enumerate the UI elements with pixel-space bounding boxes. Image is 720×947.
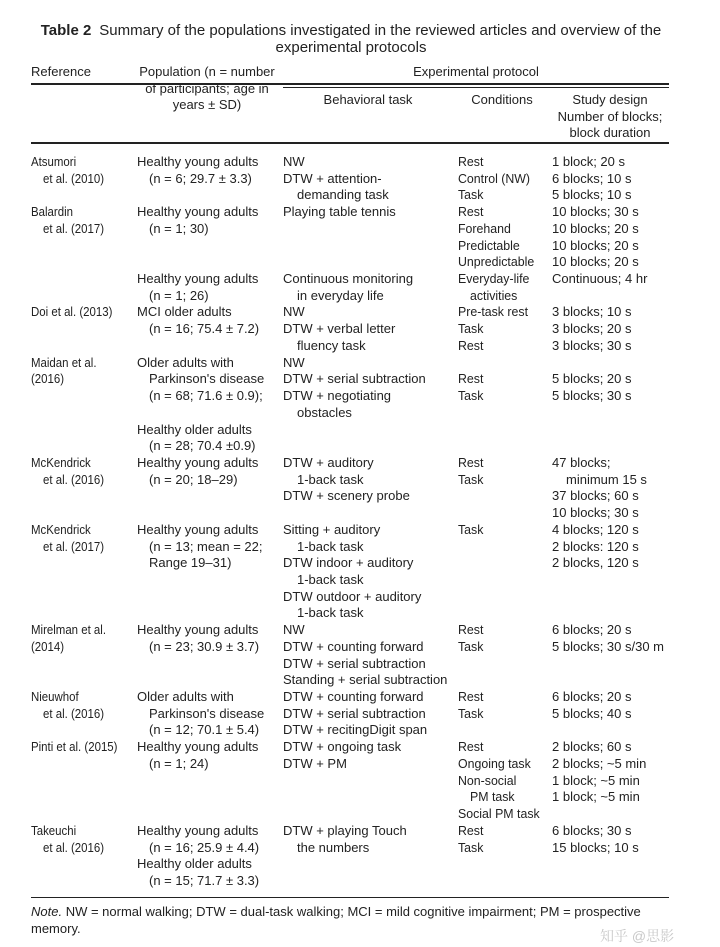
design-cell: minimum 15 s — [566, 471, 647, 487]
design-cell: 10 blocks; 20 s — [552, 254, 639, 270]
design-cell: 15 blocks; 10 s — [552, 839, 639, 855]
population-cell: (n = 23; 30.9 ± 3.7) — [149, 638, 260, 654]
conditions-cell: Rest — [458, 371, 484, 387]
design-cell: 1 block; ~5 min — [552, 789, 640, 805]
conditions-cell: Task — [458, 839, 484, 855]
task-cell: obstacles — [297, 404, 352, 420]
design-cell: 1 block; 20 s — [552, 154, 625, 169]
conditions-cell: Forehand — [458, 220, 511, 236]
design-cell: 2 blocks, 120 s — [552, 555, 639, 571]
conditions-cell: Rest — [458, 454, 484, 470]
task-cell: Playing table tennis — [283, 204, 396, 220]
population-cell: (n = 1; 30) — [149, 220, 209, 236]
task-cell: 1-back task — [297, 538, 364, 554]
design-cell: 6 blocks; 30 s — [552, 822, 632, 838]
note-label: Note. — [31, 904, 63, 919]
reference-cell: McKendrick — [31, 521, 91, 537]
population-cell: Healthy older adults — [137, 856, 252, 872]
task-cell: NW — [283, 622, 305, 638]
reference-cell: et al. (2017) — [43, 220, 105, 236]
task-cell: NW — [283, 354, 305, 370]
task-cell: 1-back task — [297, 471, 364, 487]
population-cell: Healthy young adults — [137, 739, 259, 755]
design-cell: 6 blocks; 20 s — [552, 622, 632, 638]
header-population-line: years ± SD) — [172, 97, 242, 113]
population-cell: Parkinson's disease — [149, 705, 265, 721]
population-cell: (n = 28; 70.4 ±0.9) — [149, 438, 256, 454]
design-cell: 6 blocks; 10 s — [552, 170, 632, 186]
population-cell: Range 19–31) — [149, 555, 232, 571]
conditions-cell: Everyday-life — [458, 271, 530, 287]
table-note — [31, 904, 691, 937]
population-cell: Older adults with — [137, 689, 234, 705]
table-caption: Summary of the populations investigated in the reviewed articles and overview of the experimental protocols — [99, 22, 662, 56]
conditions-cell: Rest — [458, 337, 484, 353]
design-cell: 10 blocks; 30 s — [552, 505, 639, 521]
population-cell: Healthy older adults — [137, 421, 252, 437]
population-cell: (n = 16; 75.4 ± 7.2) — [149, 321, 260, 337]
reference-cell: et al. (2016) — [43, 471, 105, 487]
reference-cell: et al. (2010) — [43, 170, 105, 186]
task-cell: DTW + recitingDigit span — [283, 722, 428, 738]
population-cell: (n = 20; 18–29) — [149, 471, 238, 487]
task-cell: the numbers — [297, 839, 370, 855]
design-cell: Continuous; 4 hr — [552, 271, 648, 287]
header-protocol: Experimental protocol — [413, 64, 539, 79]
reference-cell: (2016) — [31, 371, 65, 387]
design-cell: 1 block; ~5 min — [552, 772, 640, 788]
watermark: 知乎 @思影 — [600, 928, 675, 944]
population-cell: (n = 16; 25.9 ± 4.4) — [149, 839, 260, 855]
header-population — [137, 64, 277, 114]
reference-cell: Balardin — [31, 204, 73, 220]
task-cell: DTW + auditory — [283, 454, 374, 470]
task-cell: DTW + verbal letter — [283, 321, 396, 337]
population-cell: Healthy young adults — [137, 822, 259, 838]
conditions-cell: Rest — [458, 689, 484, 705]
design-cell: 4 blocks; 120 s — [552, 521, 639, 537]
population-cell: Healthy young adults — [137, 154, 259, 169]
header-reference: Reference — [31, 64, 91, 79]
task-cell: 1-back task — [297, 605, 364, 621]
task-cell: DTW + serial subtraction — [283, 371, 426, 387]
task-cell: 1-back task — [297, 572, 364, 587]
conditions-cell: Rest — [458, 154, 484, 169]
design-cell: 5 blocks; 10 s — [552, 187, 632, 203]
task-cell: DTW + counting forward — [283, 638, 424, 654]
design-cell: 2 blocks: 120 s — [552, 538, 639, 554]
task-cell: fluency task — [297, 337, 366, 353]
population-cell: Healthy young adults — [137, 521, 259, 537]
reference-cell: et al. (2017) — [43, 538, 105, 554]
population-cell: (n = 68; 71.6 ± 0.9); — [149, 388, 263, 404]
reference-cell: Pinti et al. (2015) — [31, 739, 118, 755]
header-population-line: of participants; age in — [145, 80, 269, 96]
header-design — [548, 92, 672, 142]
population-cell: Healthy young adults — [137, 204, 259, 220]
bottom-rule — [31, 897, 669, 898]
design-cell: 10 blocks; 30 s — [552, 204, 639, 220]
reference-cell: (2014) — [31, 638, 65, 654]
header-conditions: Conditions — [471, 92, 533, 107]
population-cell: (n = 1; 24) — [149, 755, 209, 771]
task-cell: NW — [283, 304, 305, 320]
reference-cell: et al. (2016) — [43, 705, 105, 721]
population-cell: Healthy young adults — [137, 454, 259, 470]
reference-cell: Maidan et al. — [31, 354, 97, 370]
task-cell: DTW + serial subtraction — [283, 705, 426, 721]
conditions-cell: Rest — [458, 622, 484, 638]
header-design-line: Number of blocks; — [557, 108, 663, 124]
header-population-line: Population (n = number — [139, 64, 275, 79]
design-cell: 47 blocks; — [552, 454, 611, 470]
task-cell: NW — [283, 154, 305, 169]
population-cell: (n = 15; 71.7 ± 3.3) — [149, 872, 260, 888]
reference-cell: Nieuwhof — [31, 689, 79, 705]
task-cell: DTW + serial subtraction — [283, 655, 426, 671]
population-cell: MCI older adults — [137, 304, 232, 320]
design-cell: 10 blocks; 20 s — [552, 220, 639, 236]
conditions-cell: Task — [458, 638, 484, 654]
note-text: NW = normal walking; DTW = dual-task walking; MCI = mild cognitive impairment; PM = prospective memory. — [31, 904, 641, 936]
population-cell: (n = 13; mean = 22; — [149, 538, 263, 554]
design-cell: 37 blocks; 60 s — [552, 488, 639, 504]
task-cell: Continuous monitoring — [283, 271, 414, 287]
population-cell: Healthy young adults — [137, 622, 259, 638]
design-cell: 5 blocks; 30 s — [552, 388, 632, 404]
task-cell: DTW + playing Touch — [283, 822, 407, 838]
conditions-cell: activities — [470, 287, 518, 303]
task-cell: DTW + counting forward — [283, 689, 424, 705]
conditions-cell: Task — [458, 521, 484, 537]
protocol-rule — [283, 87, 669, 88]
top-rule — [31, 83, 669, 85]
header-design-line: block duration — [569, 125, 651, 141]
task-cell: demanding task — [297, 187, 389, 203]
population-cell: (n = 1; 26) — [149, 287, 209, 303]
population-cell: (n = 6; 29.7 ± 3.3) — [149, 170, 252, 186]
conditions-cell: Non-social — [458, 772, 517, 788]
population-cell: Healthy young adults — [137, 271, 259, 287]
task-cell: DTW + scenery probe — [283, 488, 410, 504]
conditions-cell: Rest — [458, 739, 484, 755]
conditions-cell: Task — [458, 705, 484, 721]
design-cell: 5 blocks; 20 s — [552, 371, 632, 387]
task-cell: DTW indoor + auditory — [283, 555, 414, 571]
task-cell: DTW + attention- — [283, 170, 382, 186]
design-cell: 3 blocks; 10 s — [552, 304, 632, 320]
reference-cell: Takeuchi — [31, 822, 77, 838]
reference-cell: Doi et al. (2013) — [31, 304, 113, 320]
design-cell: 2 blocks; 60 s — [552, 739, 632, 755]
conditions-cell: Predictable — [458, 237, 520, 253]
task-cell: DTW + negotiating — [283, 388, 392, 404]
design-cell: 5 blocks; 30 s/30 m — [552, 638, 664, 654]
design-cell: 2 blocks; ~5 min — [552, 755, 647, 771]
header-bottom-rule — [31, 142, 669, 144]
conditions-cell: PM task — [470, 789, 515, 805]
table-title — [31, 22, 671, 56]
conditions-cell: Task — [458, 321, 484, 337]
task-cell: DTW + PM — [283, 755, 347, 771]
reference-cell: Mirelman et al. — [31, 622, 107, 638]
table-number: Table 2 — [40, 22, 92, 39]
task-cell: in everyday life — [297, 287, 384, 303]
conditions-cell: Pre-task rest — [458, 304, 529, 320]
conditions-cell: Unpredictable — [458, 254, 535, 270]
population-cell: Older adults with — [137, 354, 234, 370]
reference-cell: et al. (2016) — [43, 839, 105, 855]
task-cell: Standing + serial subtraction — [283, 672, 448, 688]
design-cell: 5 blocks; 40 s — [552, 705, 632, 721]
design-cell: 6 blocks; 20 s — [552, 689, 632, 705]
conditions-cell: Task — [458, 388, 484, 404]
task-cell: DTW outdoor + auditory — [283, 588, 422, 604]
conditions-cell: Ongoing task — [458, 755, 531, 771]
population-cell: Parkinson's disease — [149, 371, 265, 387]
conditions-cell: Rest — [458, 822, 484, 838]
header-design-line: Study design — [572, 92, 648, 107]
task-cell: DTW + ongoing task — [283, 739, 402, 755]
reference-cell: Atsumori — [31, 154, 77, 169]
conditions-cell: Rest — [458, 204, 484, 220]
conditions-cell: Task — [458, 471, 484, 487]
conditions-cell: Control (NW) — [458, 170, 531, 186]
reference-cell: McKendrick — [31, 454, 91, 470]
task-cell: Sitting + auditory — [283, 521, 381, 537]
design-cell: 3 blocks; 30 s — [552, 337, 632, 353]
design-cell: 3 blocks; 20 s — [552, 321, 632, 337]
conditions-cell: Task — [458, 187, 484, 203]
design-cell: 10 blocks; 20 s — [552, 237, 639, 253]
conditions-cell: Social PM task — [458, 806, 540, 822]
header-task: Behavioral task — [323, 92, 413, 107]
population-cell: (n = 12; 70.1 ± 5.4) — [149, 722, 260, 738]
